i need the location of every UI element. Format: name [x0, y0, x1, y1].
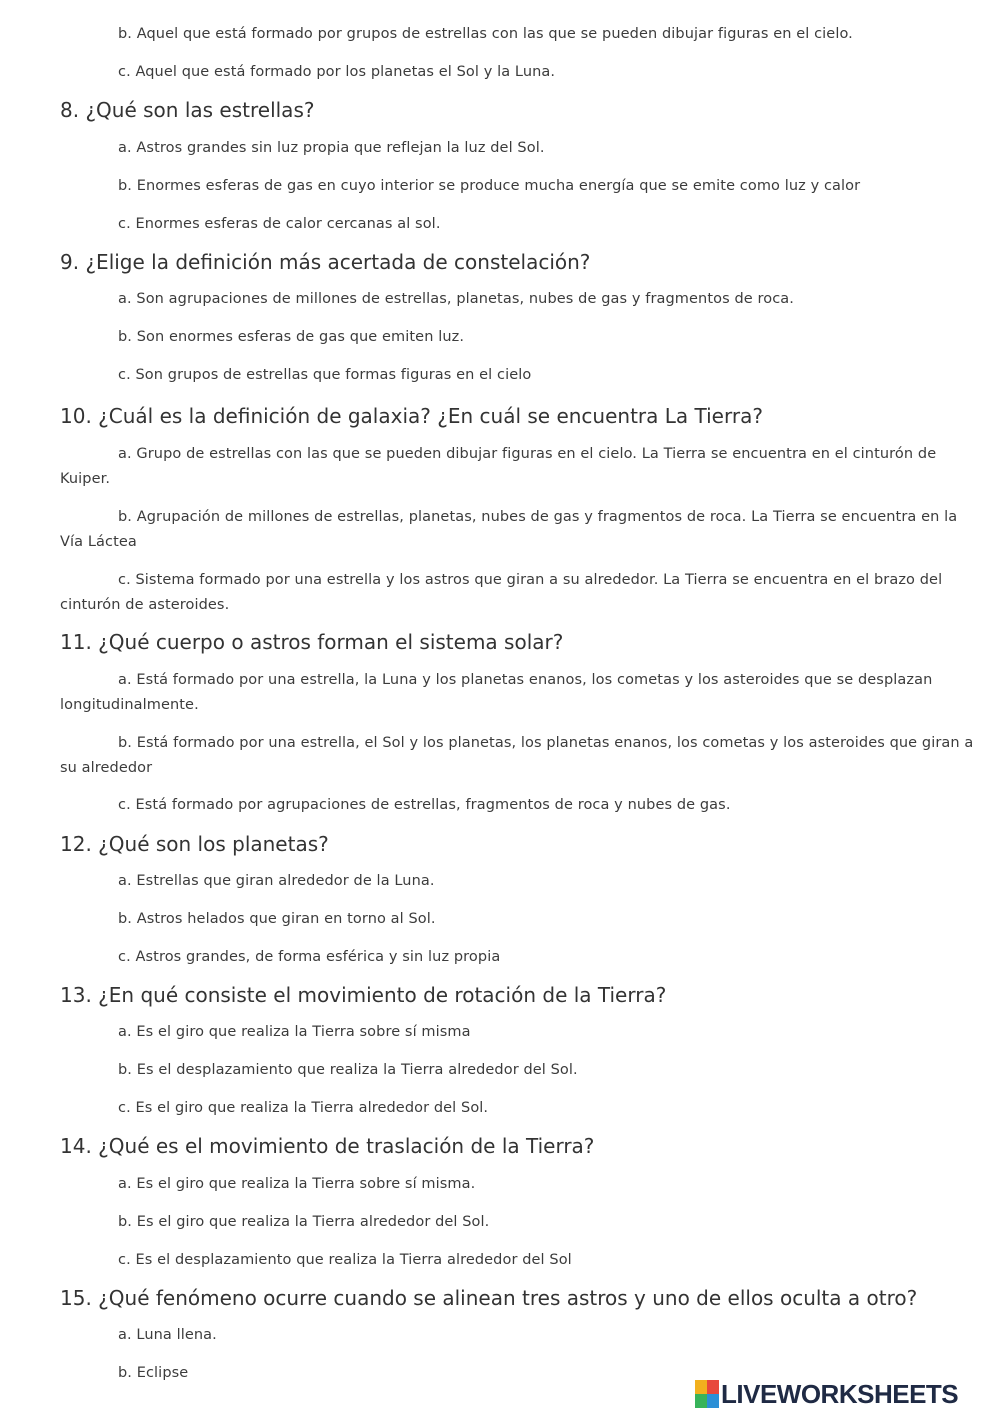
answer-option-7c[interactable]: c. Aquel que está formado por los planetas el Sol y la Luna. — [118, 64, 556, 80]
question-11: 11. ¿Qué cuerpo o astros forman el sistema solar? — [60, 630, 564, 654]
question-15: 15. ¿Qué fenómeno ocurre cuando se alinean tres astros y uno de ellos oculta a otro? — [60, 1286, 918, 1310]
answer-option-13a[interactable]: a. Es el giro que realiza la Tierra sobre sí misma — [118, 1024, 471, 1040]
answer-option-12a[interactable]: a. Estrellas que giran alrededor de la Luna. — [118, 873, 435, 889]
answer-option-10b[interactable]: b. Agrupación de millones de estrellas, planetas, nubes de gas y fragmentos de roca. La Tierra se encuentra en la Vía Láctea — [60, 509, 958, 550]
answer-option-13b[interactable]: b. Es el desplazamiento que realiza la Tierra alrededor del Sol. — [118, 1062, 578, 1078]
liveworksheets-logo[interactable] — [695, 1378, 958, 1410]
logo-square-2 — [707, 1380, 719, 1394]
answer-option-11b[interactable]: b. Está formado por una estrella, el Sol y los planetas, los planetas enanos, los cometas y los asteroides que giran a su alrededor — [60, 735, 974, 776]
answer-option-15b[interactable]: b. Eclipse — [118, 1365, 189, 1381]
answer-option-13c[interactable]: c. Es el giro que realiza la Tierra alrededor del Sol. — [118, 1100, 489, 1116]
logo-square-1 — [695, 1380, 707, 1394]
answer-option-12b[interactable]: b. Astros helados que giran en torno al Sol. — [118, 911, 436, 927]
answer-option-11a[interactable]: a. Está formado por una estrella, la Luna y los planetas enanos, los cometas y los asteroides que se desplazan longitudinalmente. — [60, 672, 933, 713]
answer-option-8b[interactable]: b. Enormes esferas de gas en cuyo interior se produce mucha energía que se emite como luz y calor — [118, 178, 861, 194]
question-9: 9. ¿Elige la definición más acertada de constelación? — [60, 250, 591, 274]
answer-option-9a[interactable]: a. Son agrupaciones de millones de estrellas, planetas, nubes de gas y fragmentos de roca. — [118, 291, 794, 307]
answer-option-14a[interactable]: a. Es el giro que realiza la Tierra sobre sí misma. — [118, 1176, 476, 1192]
logo-square-3 — [695, 1394, 707, 1408]
answer-option-14c[interactable]: c. Es el desplazamiento que realiza la Tierra alrededor del Sol — [118, 1252, 572, 1268]
question-10: 10. ¿Cuál es la definición de galaxia? ¿En cuál se encuentra La Tierra? — [60, 404, 763, 428]
question-13: 13. ¿En qué consiste el movimiento de rotación de la Tierra? — [60, 983, 667, 1007]
answer-option-8a[interactable]: a. Astros grandes sin luz propia que reflejan la luz del Sol. — [118, 140, 545, 156]
answer-option-10a[interactable]: a. Grupo de estrellas con las que se pueden dibujar figuras en el cielo. La Tierra se encuentra en el cinturón de Kuiper. — [60, 446, 937, 487]
answer-option-9b[interactable]: b. Son enormes esferas de gas que emiten luz. — [118, 329, 465, 345]
answer-option-7b[interactable]: b. Aquel que está formado por grupos de estrellas con las que se pueden dibujar figuras en el cielo. — [118, 26, 853, 42]
question-14: 14. ¿Qué es el movimiento de traslación de la Tierra? — [60, 1134, 595, 1158]
liveworksheets-mark-icon — [695, 1380, 719, 1408]
logo-square-4 — [707, 1394, 719, 1408]
logo-text: LIVEWORKSHEETS — [721, 1378, 959, 1409]
answer-option-14b[interactable]: b. Es el giro que realiza la Tierra alrededor del Sol. — [118, 1214, 490, 1230]
answer-option-8c[interactable]: c. Enormes esferas de calor cercanas al sol. — [118, 216, 441, 232]
answer-option-9c[interactable]: c. Son grupos de estrellas que formas figuras en el cielo — [118, 367, 532, 383]
answer-option-12c[interactable]: c. Astros grandes, de forma esférica y sin luz propia — [118, 949, 501, 965]
answer-option-15a[interactable]: a. Luna llena. — [118, 1327, 217, 1343]
answer-option-11c[interactable]: c. Está formado por agrupaciones de estrellas, fragmentos de roca y nubes de gas. — [118, 797, 731, 813]
answer-option-10c[interactable]: c. Sistema formado por una estrella y los astros que giran a su alrededor. La Tierra se encuentra en el brazo del cinturón de asteroides. — [60, 572, 943, 613]
question-8: 8. ¿Qué son las estrellas? — [60, 98, 315, 122]
question-12: 12. ¿Qué son los planetas? — [60, 832, 329, 856]
